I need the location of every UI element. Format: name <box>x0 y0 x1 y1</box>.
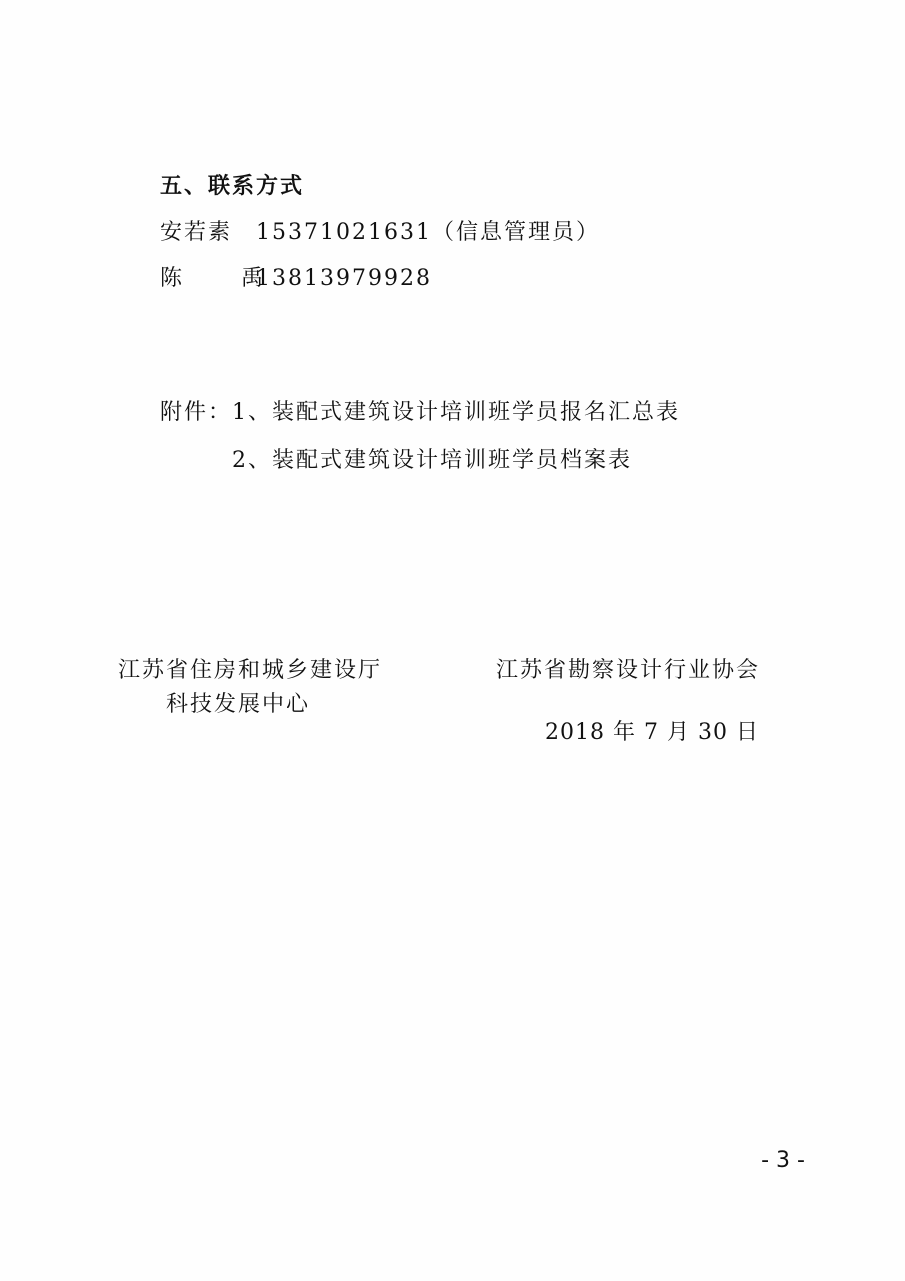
contact-note: （信息管理员） <box>431 220 600 245</box>
attachment-row <box>160 398 680 428</box>
signature-left-line1: 江苏省住房和城乡建设厅 <box>118 658 383 683</box>
section-heading: 五、联系方式 <box>160 174 305 199</box>
contact-row <box>160 264 432 294</box>
signature-left-line2: 科技发展中心 <box>166 692 311 717</box>
attachment-item: 2、装配式建筑设计培训班学员档案表 <box>232 448 632 473</box>
contact-row <box>160 218 600 248</box>
contact-phone: 13813979928 <box>256 266 432 291</box>
attachment-label: 附件： <box>160 400 233 425</box>
page-number: - 3 - <box>761 1148 805 1173</box>
contact-name: 安若素 <box>160 220 233 245</box>
contact-phone: 15371021631 <box>256 220 432 245</box>
contact-name: 陈 禹 <box>160 266 289 291</box>
attachment-item: 1、装配式建筑设计培训班学员报名汇总表 <box>232 400 681 425</box>
signature-date: 2018 年 7 月 30 日 <box>545 720 759 745</box>
signature-right-line1: 江苏省勘察设计行业协会 <box>496 658 761 683</box>
